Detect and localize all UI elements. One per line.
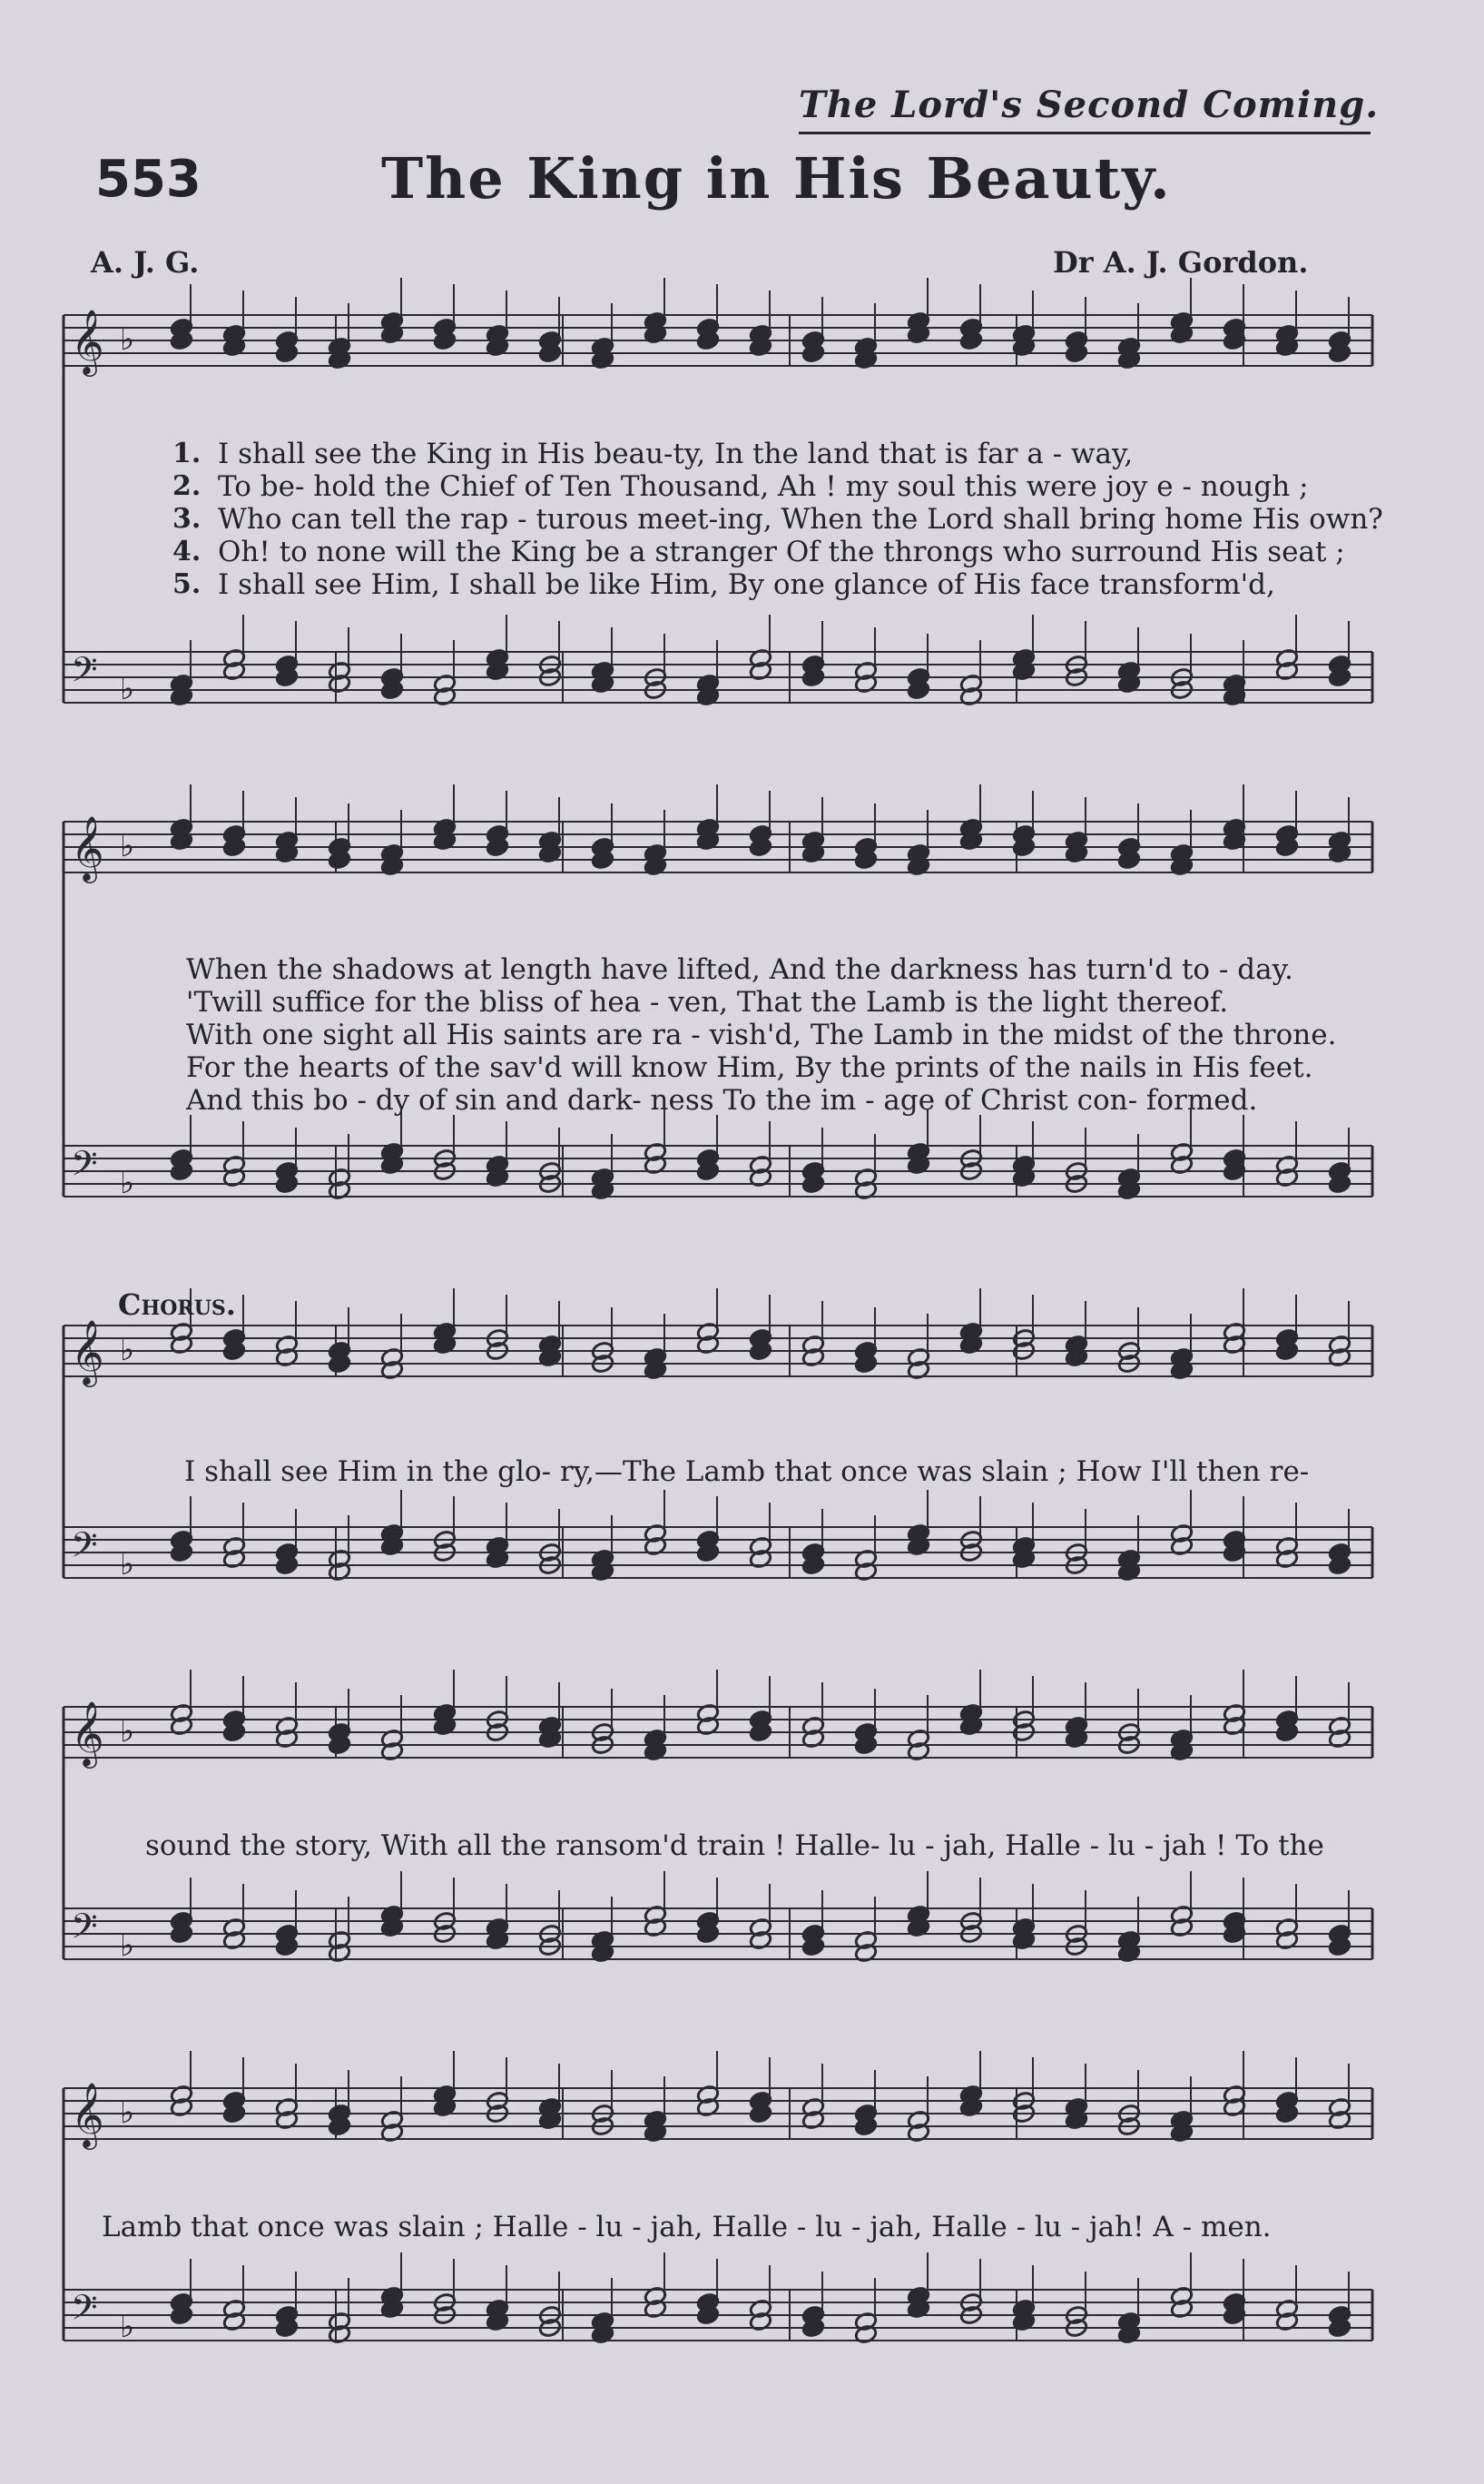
verse-line: With one sight all His saints are ra - vish'd, The Lamb in the midst of the throne.: [186, 1019, 1337, 1051]
bass-clef-icon: 𝄢: [71, 1524, 98, 1573]
verse-line: When the shadows at length have lifted, And the darkness has turn'd to - day.: [186, 953, 1293, 986]
flat-icon: ♭: [120, 1546, 135, 1582]
treble-clef-icon: 𝄞: [71, 814, 104, 881]
verse-number: 4.: [172, 536, 201, 567]
flat-icon: ♭: [120, 671, 135, 707]
bass-clef-icon: 𝄢: [71, 649, 98, 698]
treble-clef-icon: 𝄞: [71, 1700, 104, 1766]
flat-icon: ♭: [120, 828, 135, 864]
bass-clef-icon: 𝄢: [71, 1143, 98, 1192]
verse-number: 2.: [172, 470, 201, 502]
chorus-label: Chorus.: [118, 1287, 236, 1322]
verse-number: 3.: [172, 503, 201, 535]
verse-line: I shall see the King in His beau-ty, In the land that is far a - way,: [218, 438, 1134, 470]
section-heading: The Lord's Second Coming.: [799, 84, 1380, 126]
verse-line: I shall see Him, I shall be like Him, By one glance of His face transform'd,: [218, 568, 1275, 601]
bass-clef-icon: 𝄢: [71, 1906, 98, 1955]
treble-clef-icon: 𝄞: [71, 308, 104, 374]
verse-line: Oh! to none will the King be a stranger Of the throngs who surround His seat ;: [218, 536, 1345, 568]
hymn-title: The King in His Beauty.: [381, 145, 1172, 212]
chorus-line: I shall see Him in the glo- ry,—The Lamb that once was slain ; How I'll then re-: [184, 1455, 1310, 1488]
flat-icon: ♭: [120, 1332, 135, 1368]
lyricist-credit: A. J. G.: [91, 245, 200, 280]
verse-line: And this bo - dy of sin and dark- ness To the im - age of Christ con- formed.: [186, 1084, 1258, 1117]
composer-credit: Dr A. J. Gordon.: [1053, 245, 1309, 280]
hymn-number: 553: [95, 150, 201, 209]
chorus-line: sound the story, With all the ransom'd train ! Halle- lu - jah, Halle - lu - jah ! To the: [145, 1829, 1324, 1862]
flat-icon: ♭: [120, 1713, 135, 1750]
flat-icon: ♭: [120, 321, 135, 358]
verse-line: Who can tell the rap - turous meet-ing, When the Lord shall bring home His own?: [218, 503, 1383, 536]
flat-icon: ♭: [120, 1927, 135, 1964]
verse-number: 5.: [172, 568, 201, 600]
flat-icon: ♭: [120, 2309, 135, 2345]
bass-clef-icon: 𝄢: [71, 2287, 98, 2336]
chorus-line: Lamb that once was slain ; Halle - lu - jah, Halle - lu - jah, Halle - lu - jah! A - men.: [102, 2211, 1272, 2243]
verse-number: 1.: [172, 438, 201, 469]
flat-icon: ♭: [120, 1165, 135, 1201]
flat-icon: ♭: [120, 2095, 135, 2131]
verse-line: To be- hold the Chief of Ten Thousand, Ah ! my soul this were joy e - nough ;: [218, 470, 1309, 503]
verse-line: 'Twill suffice for the bliss of hea - ven, That the Lamb is the light thereof.: [186, 986, 1229, 1019]
treble-clef-icon: 𝄞: [71, 2081, 104, 2147]
verse-line: For the hearts of the sav'd will know Him, By the prints of the nails in His feet.: [186, 1051, 1313, 1084]
treble-clef-icon: 𝄞: [71, 1318, 104, 1385]
